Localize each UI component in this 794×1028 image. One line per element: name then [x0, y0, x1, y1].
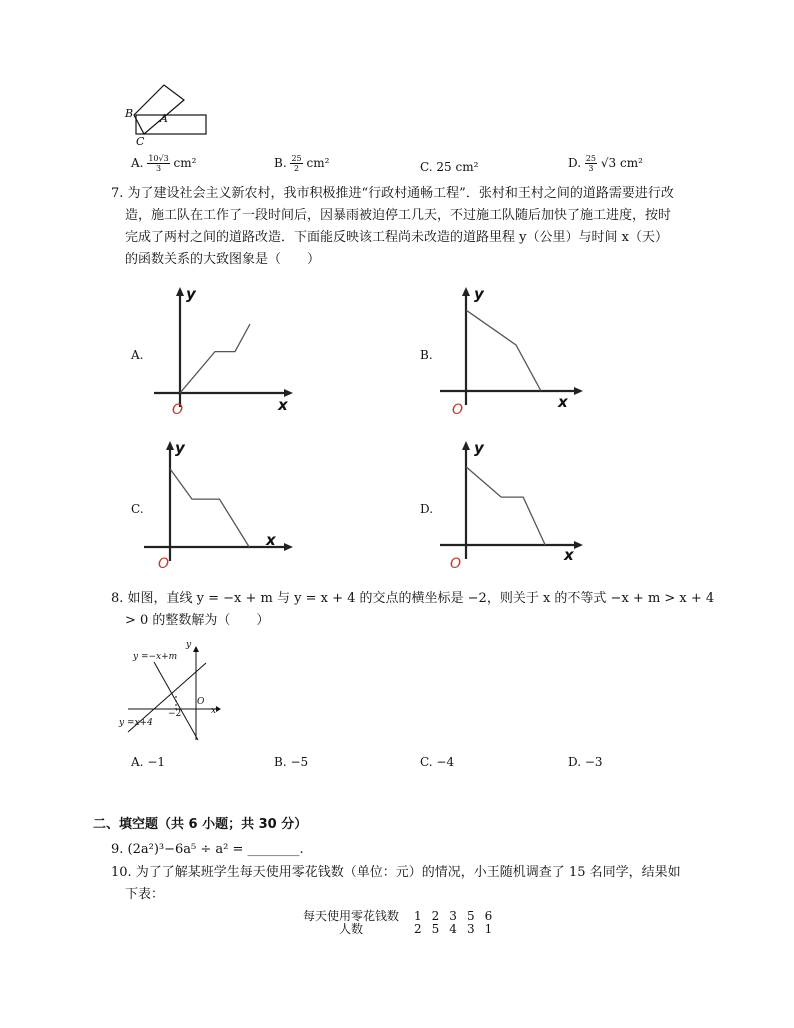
q8-label-y: y — [186, 640, 192, 650]
q8-figure — [118, 640, 228, 745]
q7-line-1: 7. 为了建设社会主义新农村，我市积极推进“行政村通畅工程”．张村和王村之间的道路需要进行改 — [111, 186, 674, 201]
q6-option-d[interactable] — [568, 154, 643, 173]
q6-figure-svg — [118, 78, 228, 150]
q6-option-a[interactable] — [131, 154, 196, 173]
option-letter: A. — [131, 156, 144, 170]
origin-label: O — [450, 556, 462, 572]
q7-line-4: 的函数关系的大致图象是（ ） — [125, 252, 321, 267]
function-curve — [180, 324, 250, 393]
q7-graph-c[interactable] — [128, 437, 308, 572]
origin-label: O — [172, 402, 184, 418]
q8-option-a[interactable] — [131, 755, 165, 769]
q10-line-2: 下表： — [125, 887, 165, 902]
q8-x-arrow — [216, 706, 221, 712]
option-value: −1 — [147, 755, 166, 769]
q7-graph-d[interactable] — [418, 437, 598, 572]
option-value: −4 — [436, 755, 455, 769]
origin-label: O — [452, 402, 464, 418]
option-letter: B. — [420, 348, 433, 362]
y-axis-arrow — [176, 287, 184, 296]
x-axis-label: x — [266, 531, 276, 549]
row-label: 每天使用零花钱数 — [303, 909, 400, 923]
q7-graph-b[interactable] — [418, 283, 598, 418]
q10-line-1: 10. 为了了解某班学生每天使用零花钱数（单位：元）的情况，小王随机调查了 15 名同学，结果如 — [111, 865, 681, 880]
table-cell: 4 — [449, 922, 457, 936]
q8-label-line2: y =x+4 — [119, 718, 153, 728]
fraction: $\frac{10√3}{3}$ — [148, 154, 169, 173]
x-axis-arrow — [574, 387, 583, 395]
graph-svg — [418, 283, 598, 418]
q8-option-b[interactable] — [274, 755, 308, 769]
y-axis-arrow — [166, 441, 174, 450]
graph-svg — [128, 437, 308, 572]
function-curve — [466, 310, 541, 391]
option-letter: B. — [274, 156, 287, 170]
y-axis-label: y — [186, 285, 196, 303]
table-row — [298, 923, 497, 936]
option-letter: C. — [420, 160, 433, 174]
option-value: −5 — [290, 755, 309, 769]
q10-table — [298, 910, 497, 936]
q7-stem — [111, 183, 674, 271]
option-letter: A. — [131, 348, 144, 362]
q8-label-tick: −2 — [168, 709, 182, 719]
y-axis-arrow — [462, 287, 470, 296]
q6-figure — [118, 78, 228, 150]
y-axis-label: y — [474, 439, 484, 457]
row-label: 人数 — [339, 922, 364, 936]
radical: √3 — [600, 156, 617, 170]
option-letter: A. — [131, 755, 144, 769]
option-letter: D. — [420, 502, 434, 516]
x-axis-label: x — [278, 396, 288, 414]
origin-label: O — [158, 556, 170, 572]
q8-label-o: O — [197, 697, 205, 707]
unit: cm² — [306, 156, 330, 170]
option-letter: C. — [420, 755, 433, 769]
function-curve — [466, 467, 545, 545]
table-cell: 5 — [431, 922, 440, 936]
option-letter: D. — [568, 156, 582, 170]
function-curve — [170, 469, 249, 547]
y-axis-label: y — [175, 439, 185, 457]
option-value: 25 cm² — [436, 160, 479, 174]
x-axis-arrow — [284, 543, 293, 551]
option-value: −3 — [584, 755, 603, 769]
q6-label-c: C — [136, 135, 145, 148]
table-cell: 1 — [484, 922, 493, 936]
option-letter: B. — [274, 755, 287, 769]
q8-option-c[interactable] — [420, 755, 454, 769]
q6-option-b[interactable] — [274, 154, 329, 173]
section-2-title: 二、填空题（共 6 小题；共 30 分） — [93, 817, 308, 832]
fraction: $\frac{25}{3}$ — [585, 154, 597, 173]
table-cell: 3 — [466, 922, 475, 936]
q8-label-line1: y =−x+m — [133, 652, 178, 662]
table-cell: 1 — [414, 909, 422, 923]
q6-label-b: B — [125, 107, 134, 120]
unit: cm² — [173, 156, 197, 170]
q8-line-1: 8. 如图，直线 y = −x + m 与 y = x + 4 的交点的横坐标是 −2，则关于 x 的不等式 −x + m > x + 4 — [111, 591, 715, 606]
option-letter: D. — [568, 755, 582, 769]
q6-label-a: A — [160, 112, 168, 125]
unit: cm² — [619, 156, 643, 170]
y-axis-label: y — [474, 285, 484, 303]
q7-graph-a[interactable] — [128, 283, 308, 418]
q8-stem — [111, 588, 714, 632]
table-cell: 5 — [466, 909, 475, 923]
x-axis-label: x — [558, 393, 568, 411]
stats-table — [298, 910, 497, 936]
x-axis-arrow — [574, 541, 583, 549]
q6-option-c[interactable] — [420, 160, 478, 174]
q9-text: 9. (2a²)³−6a⁵ ÷ a² = ________. — [111, 842, 304, 857]
table-cell: 2 — [414, 922, 422, 936]
table-cell: 3 — [449, 909, 457, 923]
table-cell: 6 — [484, 909, 493, 923]
option-letter: C. — [131, 502, 144, 516]
q8-label-x: x — [211, 706, 217, 716]
fraction: $\frac{25}{2}$ — [291, 154, 302, 173]
q10-stem — [111, 862, 681, 906]
q8-y-arrow — [193, 646, 199, 652]
q7-line-3: 完成了两村之间的道路改造．下面能反映该工程尚未改造的道路里程 y（公里）与时间 x（天） — [125, 230, 668, 245]
table-cell: 2 — [431, 909, 440, 923]
q8-line-2: > 0 的整数解为（ ） — [125, 613, 270, 628]
q6-tilted-rectangle — [134, 85, 184, 134]
q8-option-d[interactable] — [568, 755, 603, 769]
q7-line-2: 造，施工队在工作了一段时间后，因暴雨被迫停工几天，不过施工队随后加快了施工进度，按时 — [125, 208, 672, 223]
x-axis-label: x — [564, 546, 574, 564]
y-axis-arrow — [462, 441, 470, 450]
